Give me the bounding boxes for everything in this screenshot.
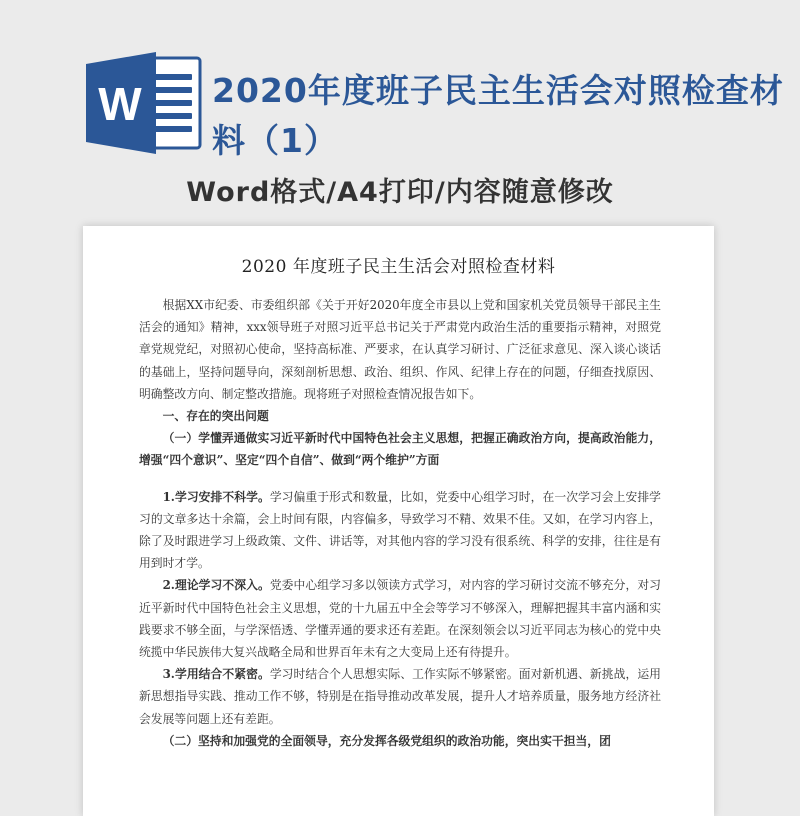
list-item-heading: 2.理论学习不深入。 <box>162 578 270 593</box>
list-item-text: 党委中心组学习多以领读方式学习，对内容的学习研讨交流不够充分，对习近平新时代中国特色社会主义思想，党的十九届五中全会等学习不够深入，理解把握其丰富内涵和实践要求不够全面，与学深悟透、学懂弄通的要求还有差距。在深刻领会以习近平同志为核心的党中央统揽中华民族伟大复兴战略全局和世界百年未有之大变局上还有待提升。 <box>139 578 661 660</box>
document-title: 2020 年度班子民主生活会对照检查材料 <box>241 257 556 277</box>
list-item <box>139 663 661 730</box>
list-item-text: 学习时结合个人思想实际、工作实际不够紧密。面对新机遇、新挑战，运用新思想指导实践、推动工作不够，特别是在指导推动改革发展，提升人才培养质量，服务地方经济社会发展等问题上还有差距。 <box>139 667 661 726</box>
page-subtitle: Word格式/A4打印/内容随意修改 <box>186 177 614 208</box>
word-document-icon <box>86 52 204 154</box>
page-title: 2020年度班子民主生活会对照检查材料（1） <box>212 71 784 160</box>
list-item <box>139 574 661 663</box>
document-body <box>139 294 661 752</box>
intro-paragraph: 根据XX市纪委、市委组织部《关于开好2020年度全市县以上党和国家机关党员领导干部民主生活会的通知》精神，xxx领导班子对照习近平总书记关于严肃党内政治生活的重要指示精神，对照党章党规党纪，对照初心使命，坚持高标准、严要求，在认真学习研讨、广泛征求意见、深入谈心谈话的基础上，坚持问题导向，深刻剖析思想、政治、组织、作风、纪律上存在的问题，仔细查找原因、明确整改方向、制定整改措施。现将班子对照检查情况报告如下。 <box>139 298 661 401</box>
subsection-heading: （一）学懂弄通做实习近平新时代中国特色社会主义思想，把握正确政治方向，提高政治能力，增强“四个意识”、坚定“四个自信”、做到“两个维护”方面 <box>139 431 661 468</box>
document-preview <box>83 226 714 816</box>
subsection-heading: （二）坚持和加强党的全面领导，充分发挥各级党组织的政治功能，突出实干担当，团 <box>162 733 611 748</box>
logo-letter: W <box>98 78 142 130</box>
section-heading: 一、存在的突出问题 <box>162 409 269 424</box>
list-item-heading: 1.学习安排不科学。 <box>162 489 270 504</box>
list-item-heading: 3.学用结合不紧密。 <box>162 667 270 682</box>
list-item <box>139 486 661 575</box>
list-item-text: 学习偏重于形式和数量，比如，党委中心组学习时，在一次学习会上安排学习的文章多达十余篇，会上时间有限，内容偏多，导致学习不精、效果不佳。又如，在学习内容上，除了及时跟进学习上级政策、文件、讲话等，对其他内容的学习没有很系统、科学的安排，往往是有用到时才学。 <box>139 489 661 571</box>
